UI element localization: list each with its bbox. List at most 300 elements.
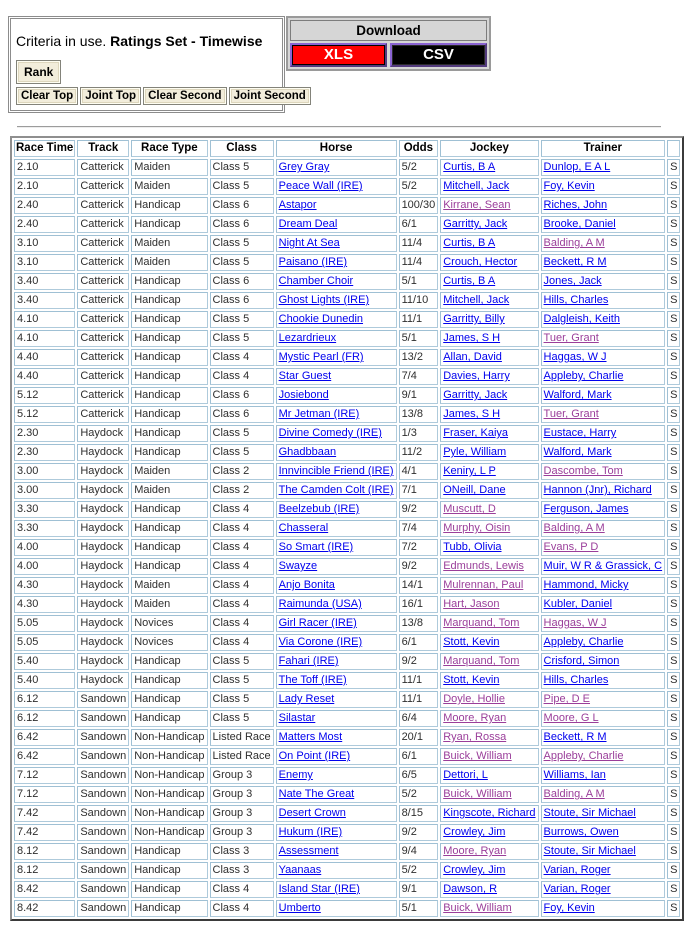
trainer-link[interactable]: Foy, Kevin <box>543 180 595 192</box>
jockey-link[interactable]: Garritty, Jack <box>443 218 508 230</box>
race-time-cell: 6.42 <box>14 729 75 746</box>
horse-link[interactable]: Chamber Choir <box>278 275 354 287</box>
trainer-link[interactable]: Stoute, Sir Michael <box>543 807 636 819</box>
class-cell: Class 5 <box>210 710 274 727</box>
race-row <box>14 159 680 176</box>
class-cell: Class 5 <box>210 425 274 442</box>
odds-cell: 6/1 <box>399 748 439 765</box>
track-cell: Sandown <box>77 729 129 746</box>
odds-cell: 16/1 <box>399 596 439 613</box>
horse-link[interactable]: Ghadbbaan <box>278 446 337 458</box>
trainer-link[interactable]: Walford, Mark <box>543 389 612 401</box>
trainer-cell <box>541 558 666 575</box>
race-type-cell: Handicap <box>131 691 207 708</box>
trainer-link[interactable]: Pipe, D E <box>543 693 591 705</box>
clipped-cell: S <box>667 634 680 651</box>
download-panel <box>286 16 491 71</box>
horse-link[interactable]: Island Star (IRE) <box>278 883 360 895</box>
jockey-link[interactable]: Tubb, Olivia <box>443 541 502 553</box>
trainer-link[interactable]: Stoute, Sir Michael <box>543 845 636 857</box>
race-type-cell: Maiden <box>131 463 207 480</box>
horse-cell <box>276 577 397 594</box>
jockey-link[interactable]: Moore, Ryan <box>443 845 507 857</box>
trainer-link[interactable]: Dascombe, Tom <box>543 465 623 477</box>
jockey-link[interactable]: Marquand, Tom <box>443 655 520 667</box>
trainer-cell <box>541 501 666 518</box>
race-type-cell: Handicap <box>131 387 207 404</box>
horse-link[interactable]: Mr Jetman (IRE) <box>278 408 360 420</box>
class-cell: Listed Race <box>210 748 274 765</box>
class-cell: Class 4 <box>210 520 274 537</box>
race-time-cell: 4.00 <box>14 558 75 575</box>
track-cell: Catterick <box>77 292 129 309</box>
class-cell: Class 4 <box>210 558 274 575</box>
horse-link[interactable]: Paisano (IRE) <box>278 256 348 268</box>
header-row <box>14 140 680 157</box>
trainer-cell <box>541 710 666 727</box>
jockey-cell <box>440 786 538 803</box>
horse-cell <box>276 767 397 784</box>
trainer-link[interactable]: Haggas, W J <box>543 617 607 629</box>
trainer-cell <box>541 843 666 860</box>
horse-link[interactable]: Dream Deal <box>278 218 338 230</box>
race-time-cell: 8.42 <box>14 900 75 917</box>
race-type-cell: Handicap <box>131 273 207 290</box>
horse-link[interactable]: The Camden Colt (IRE) <box>278 484 394 496</box>
class-cell: Group 3 <box>210 824 274 841</box>
odds-cell: 5/1 <box>399 900 439 917</box>
race-time-cell: 4.40 <box>14 349 75 366</box>
race-row <box>14 558 680 575</box>
jockey-link[interactable]: Dawson, R <box>443 883 498 895</box>
horse-link[interactable]: Fahari (IRE) <box>278 655 339 667</box>
trainer-link[interactable]: Varian, Roger <box>543 883 611 895</box>
class-cell: Class 3 <box>210 843 274 860</box>
race-row <box>14 767 680 784</box>
race-time-cell: 3.00 <box>14 463 75 480</box>
horse-link[interactable]: Via Corone (IRE) <box>278 636 363 648</box>
horse-link[interactable]: Raimunda (USA) <box>278 598 362 610</box>
jockey-link[interactable]: Curtis, B A <box>443 275 496 287</box>
horse-link[interactable]: Hukum (IRE) <box>278 826 343 838</box>
horse-link[interactable]: Divine Comedy (IRE) <box>278 427 382 439</box>
horse-link[interactable]: Beelzebub (IRE) <box>278 503 360 515</box>
jockey-link[interactable]: Garritty, Jack <box>443 389 508 401</box>
trainer-link[interactable]: Kubler, Daniel <box>543 598 613 610</box>
jockey-cell <box>440 178 538 195</box>
jockey-link[interactable]: James, S H <box>443 332 501 344</box>
race-type-cell: Handicap <box>131 216 207 233</box>
horse-cell <box>276 634 397 651</box>
trainer-link[interactable]: Ferguson, James <box>543 503 629 515</box>
odds-cell: 11/1 <box>399 691 439 708</box>
race-row <box>14 425 680 442</box>
horse-cell <box>276 710 397 727</box>
jockey-link[interactable]: Muscutt, D <box>443 503 496 515</box>
horse-cell <box>276 482 397 499</box>
race-time-cell: 3.10 <box>14 254 75 271</box>
col-header-clipped <box>667 140 680 157</box>
class-cell: Class 5 <box>210 672 274 689</box>
track-cell: Catterick <box>77 406 129 423</box>
trainer-link[interactable]: Beckett, R M <box>543 731 607 743</box>
track-cell: Catterick <box>77 197 129 214</box>
jockey-link[interactable]: Stott, Kevin <box>443 674 500 686</box>
horse-cell <box>276 235 397 252</box>
track-cell: Sandown <box>77 767 129 784</box>
jockey-link[interactable]: Pyle, William <box>443 446 507 458</box>
clipped-cell: S <box>667 767 680 784</box>
trainer-link[interactable]: Appleby, Charlie <box>543 370 624 382</box>
trainer-cell <box>541 463 666 480</box>
odds-cell: 5/2 <box>399 862 439 879</box>
trainer-cell <box>541 273 666 290</box>
race-type-cell: Handicap <box>131 843 207 860</box>
odds-cell: 11/1 <box>399 311 439 328</box>
jockey-cell <box>440 311 538 328</box>
trainer-link[interactable]: Tuer, Grant <box>543 408 599 420</box>
clipped-cell: S <box>667 653 680 670</box>
col-header-odds: Odds <box>399 140 439 157</box>
trainer-cell <box>541 406 666 423</box>
race-type-cell: Novices <box>131 615 207 632</box>
trainer-link[interactable]: Hannon (Jnr), Richard <box>543 484 652 496</box>
race-type-cell: Handicap <box>131 330 207 347</box>
race-type-cell: Non-Handicap <box>131 748 207 765</box>
race-type-cell: Maiden <box>131 577 207 594</box>
race-row <box>14 311 680 328</box>
jockey-cell <box>440 349 538 366</box>
trainer-cell <box>541 292 666 309</box>
trainer-link[interactable]: Balding, A M <box>543 237 605 249</box>
trainer-link[interactable]: Dalgleish, Keith <box>543 313 620 325</box>
trainer-link[interactable]: Evans, P D <box>543 541 599 553</box>
class-cell: Class 2 <box>210 463 274 480</box>
clipped-cell: S <box>667 330 680 347</box>
clear-top-button[interactable]: Clear Top <box>16 87 78 105</box>
race-time-cell: 3.10 <box>14 235 75 252</box>
trainer-link[interactable]: Jones, Jack <box>543 275 602 287</box>
clipped-cell: S <box>667 501 680 518</box>
horse-link[interactable]: Grey Gray <box>278 161 330 173</box>
clear-second-button[interactable]: Clear Second <box>143 87 227 105</box>
horse-link[interactable]: Ghost Lights (IRE) <box>278 294 370 306</box>
clipped-cell: S <box>667 444 680 461</box>
race-row <box>14 615 680 632</box>
race-row <box>14 748 680 765</box>
jockey-link[interactable]: Crowley, Jim <box>443 826 506 838</box>
horse-cell <box>276 539 397 556</box>
jockey-cell <box>440 482 538 499</box>
jockey-link[interactable]: Crowley, Jim <box>443 864 506 876</box>
trainer-link[interactable]: Balding, A M <box>543 788 605 800</box>
trainer-cell <box>541 197 666 214</box>
trainer-cell <box>541 748 666 765</box>
clipped-cell: S <box>667 615 680 632</box>
horse-link[interactable]: Astapor <box>278 199 317 211</box>
horse-link[interactable]: So Smart (IRE) <box>278 541 354 553</box>
race-row <box>14 349 680 366</box>
horse-cell <box>276 672 397 689</box>
trainer-link[interactable]: Tuer, Grant <box>543 332 599 344</box>
criteria-set-name: Ratings Set - Timewise <box>110 33 263 49</box>
horse-link[interactable]: Enemy <box>278 769 313 781</box>
track-cell: Catterick <box>77 216 129 233</box>
class-cell: Class 6 <box>210 197 274 214</box>
trainer-link[interactable]: Walford, Mark <box>543 446 612 458</box>
criteria-button-row <box>16 87 306 105</box>
rank-button[interactable]: Rank <box>16 60 61 84</box>
horse-link[interactable]: Silastar <box>278 712 316 724</box>
jockey-link[interactable]: Mitchell, Jack <box>443 294 510 306</box>
race-type-cell: Handicap <box>131 349 207 366</box>
jockey-cell <box>440 539 538 556</box>
odds-cell: 5/2 <box>399 159 439 176</box>
odds-cell: 6/1 <box>399 634 439 651</box>
horse-link[interactable]: Desert Crown <box>278 807 346 819</box>
trainer-cell <box>541 729 666 746</box>
trainer-link[interactable]: Moore, G L <box>543 712 599 724</box>
trainer-link[interactable]: Haggas, W J <box>543 351 607 363</box>
jockey-link[interactable]: Curtis, B A <box>443 161 496 173</box>
trainer-link[interactable]: Dunlop, E A L <box>543 161 611 173</box>
trainer-link[interactable]: Balding, A M <box>543 522 605 534</box>
race-type-cell: Non-Handicap <box>131 786 207 803</box>
jockey-link[interactable]: Keniry, L P <box>443 465 496 477</box>
jockey-link[interactable]: Allan, David <box>443 351 502 363</box>
race-time-cell: 6.12 <box>14 710 75 727</box>
race-time-cell: 5.40 <box>14 672 75 689</box>
jockey-link[interactable]: Crouch, Hector <box>443 256 518 268</box>
jockey-cell <box>440 729 538 746</box>
trainer-cell <box>541 786 666 803</box>
horse-link[interactable]: Anjo Bonita <box>278 579 335 591</box>
clipped-cell: S <box>667 558 680 575</box>
joint-second-button[interactable]: Joint Second <box>229 87 311 105</box>
csv-download-button[interactable]: CSV <box>390 43 487 67</box>
jockey-link[interactable]: Kingscote, Richard <box>443 807 536 819</box>
trainer-link[interactable]: Appleby, Charlie <box>543 750 624 762</box>
track-cell: Sandown <box>77 805 129 822</box>
jockey-link[interactable]: Moore, Ryan <box>443 712 507 724</box>
download-button-row <box>290 43 487 67</box>
top-area <box>8 16 491 113</box>
clipped-cell: S <box>667 159 680 176</box>
clipped-cell: S <box>667 178 680 195</box>
jockey-link[interactable]: Fraser, Kaiya <box>443 427 509 439</box>
horse-link[interactable]: Umberto <box>278 902 321 914</box>
jockey-link[interactable]: Garritty, Billy <box>443 313 505 325</box>
race-row <box>14 482 680 499</box>
odds-cell: 7/4 <box>399 520 439 537</box>
odds-cell: 11/1 <box>399 672 439 689</box>
trainer-link[interactable]: Williams, Ian <box>543 769 606 781</box>
horse-link[interactable]: On Point (IRE) <box>278 750 351 762</box>
race-type-cell: Maiden <box>131 482 207 499</box>
jockey-link[interactable]: Murphy, Oisin <box>443 522 511 534</box>
track-cell: Catterick <box>77 159 129 176</box>
class-cell: Group 3 <box>210 767 274 784</box>
horse-link[interactable]: Lezardrieux <box>278 332 337 344</box>
trainer-cell <box>541 900 666 917</box>
jockey-link[interactable]: James, S H <box>443 408 501 420</box>
track-cell: Sandown <box>77 824 129 841</box>
odds-cell: 11/4 <box>399 254 439 271</box>
race-type-cell: Maiden <box>131 596 207 613</box>
clipped-cell: S <box>667 824 680 841</box>
jockey-link[interactable]: Ryan, Rossa <box>443 731 507 743</box>
horse-link[interactable]: Star Guest <box>278 370 332 382</box>
race-row <box>14 292 680 309</box>
race-row <box>14 216 680 233</box>
race-time-cell: 5.40 <box>14 653 75 670</box>
jockey-cell <box>440 577 538 594</box>
track-cell: Catterick <box>77 254 129 271</box>
horse-link[interactable]: Lady Reset <box>278 693 335 705</box>
race-type-cell: Maiden <box>131 254 207 271</box>
race-time-cell: 7.12 <box>14 786 75 803</box>
race-type-cell: Non-Handicap <box>131 824 207 841</box>
clipped-cell: S <box>667 463 680 480</box>
jockey-link[interactable]: Stott, Kevin <box>443 636 500 648</box>
odds-cell: 6/1 <box>399 216 439 233</box>
odds-cell: 1/3 <box>399 425 439 442</box>
jockey-link[interactable]: Buick, William <box>443 902 512 914</box>
xls-download-button[interactable]: XLS <box>290 43 387 67</box>
race-type-cell: Handicap <box>131 862 207 879</box>
jockey-cell <box>440 900 538 917</box>
track-cell: Haydock <box>77 634 129 651</box>
class-cell: Class 5 <box>210 311 274 328</box>
trainer-link[interactable]: Beckett, R M <box>543 256 607 268</box>
horse-link[interactable]: Mystic Pearl (FR) <box>278 351 364 363</box>
joint-top-button[interactable]: Joint Top <box>80 87 141 105</box>
track-cell: Haydock <box>77 653 129 670</box>
jockey-link[interactable]: Kirrane, Sean <box>443 199 511 211</box>
clipped-cell: S <box>667 235 680 252</box>
jockey-link[interactable]: Buick, William <box>443 788 512 800</box>
race-type-cell: Handicap <box>131 653 207 670</box>
trainer-cell <box>541 767 666 784</box>
race-type-cell: Maiden <box>131 159 207 176</box>
jockey-cell <box>440 387 538 404</box>
trainer-link[interactable]: Hills, Charles <box>543 294 609 306</box>
horse-cell <box>276 558 397 575</box>
jockey-link[interactable]: Edmunds, Lewis <box>443 560 524 572</box>
odds-cell: 100/30 <box>399 197 439 214</box>
trainer-link[interactable]: Appleby, Charlie <box>543 636 624 648</box>
race-row <box>14 710 680 727</box>
race-time-cell: 3.30 <box>14 501 75 518</box>
jockey-cell <box>440 596 538 613</box>
odds-cell: 11/4 <box>399 235 439 252</box>
trainer-link[interactable]: Eustace, Harry <box>543 427 617 439</box>
horse-cell <box>276 501 397 518</box>
race-row <box>14 824 680 841</box>
class-cell: Class 5 <box>210 444 274 461</box>
jockey-cell <box>440 463 538 480</box>
clipped-cell: S <box>667 292 680 309</box>
odds-cell: 4/1 <box>399 463 439 480</box>
trainer-link[interactable]: Varian, Roger <box>543 864 611 876</box>
clipped-cell: S <box>667 672 680 689</box>
race-time-cell: 2.10 <box>14 178 75 195</box>
horse-link[interactable]: Girl Racer (IRE) <box>278 617 357 629</box>
clipped-cell: S <box>667 273 680 290</box>
criteria-line <box>16 33 277 49</box>
track-cell: Catterick <box>77 311 129 328</box>
jockey-cell <box>440 805 538 822</box>
class-cell: Class 4 <box>210 539 274 556</box>
clipped-cell: S <box>667 349 680 366</box>
criteria-panel-inner <box>10 18 306 111</box>
trainer-link[interactable]: Crisford, Simon <box>543 655 620 667</box>
jockey-link[interactable]: Dettori, L <box>443 769 488 781</box>
col-header-horse: Horse <box>276 140 397 157</box>
horse-link[interactable]: Night At Sea <box>278 237 340 249</box>
jockey-link[interactable]: Marquand, Tom <box>443 617 520 629</box>
track-cell: Sandown <box>77 862 129 879</box>
jockey-link[interactable]: Curtis, B A <box>443 237 496 249</box>
col-header-trainer: Trainer <box>541 140 666 157</box>
race-time-cell: 5.12 <box>14 406 75 423</box>
trainer-link[interactable]: Foy, Kevin <box>543 902 595 914</box>
horse-link[interactable]: Chookie Dunedin <box>278 313 364 325</box>
jockey-cell <box>440 672 538 689</box>
odds-cell: 13/8 <box>399 615 439 632</box>
horse-link[interactable]: Peace Wall (IRE) <box>278 180 363 192</box>
class-cell: Class 4 <box>210 596 274 613</box>
class-cell: Class 5 <box>210 653 274 670</box>
horse-link[interactable]: Matters Most <box>278 731 343 743</box>
horse-link[interactable]: The Toff (IRE) <box>278 674 347 686</box>
trainer-link[interactable]: Hammond, Micky <box>543 579 629 591</box>
jockey-link[interactable]: Mulrennan, Paul <box>443 579 524 591</box>
horse-cell <box>276 444 397 461</box>
jockey-cell <box>440 881 538 898</box>
horse-link[interactable]: Innvincible Friend (IRE) <box>278 465 394 477</box>
jockey-link[interactable]: Hart, Jason <box>443 598 500 610</box>
horse-cell <box>276 463 397 480</box>
horse-link[interactable]: Yaanaas <box>278 864 322 876</box>
horse-link[interactable]: Assessment <box>278 845 339 857</box>
track-cell: Haydock <box>77 425 129 442</box>
jockey-link[interactable]: Davies, Harry <box>443 370 510 382</box>
trainer-link[interactable]: Riches, John <box>543 199 608 211</box>
jockey-link[interactable]: Buick, William <box>443 750 512 762</box>
horse-cell <box>276 178 397 195</box>
trainer-link[interactable]: Muir, W R & Grassick, C <box>543 560 663 572</box>
class-cell: Listed Race <box>210 729 274 746</box>
horse-cell <box>276 653 397 670</box>
trainer-link[interactable]: Burrows, Owen <box>543 826 619 838</box>
horse-link[interactable]: Josiebond <box>278 389 329 401</box>
download-title: Download <box>290 20 487 41</box>
trainer-link[interactable]: Brooke, Daniel <box>543 218 616 230</box>
horse-link[interactable]: Swayze <box>278 560 318 572</box>
horse-link[interactable]: Nate The Great <box>278 788 355 800</box>
trainer-cell <box>541 615 666 632</box>
trainer-cell <box>541 596 666 613</box>
jockey-link[interactable]: Mitchell, Jack <box>443 180 510 192</box>
jockey-link[interactable]: Doyle, Hollie <box>443 693 505 705</box>
class-cell: Class 5 <box>210 330 274 347</box>
trainer-link[interactable]: Hills, Charles <box>543 674 609 686</box>
jockey-link[interactable]: ONeill, Dane <box>443 484 506 496</box>
horse-cell <box>276 197 397 214</box>
horse-link[interactable]: Chasseral <box>278 522 329 534</box>
clipped-cell: S <box>667 786 680 803</box>
